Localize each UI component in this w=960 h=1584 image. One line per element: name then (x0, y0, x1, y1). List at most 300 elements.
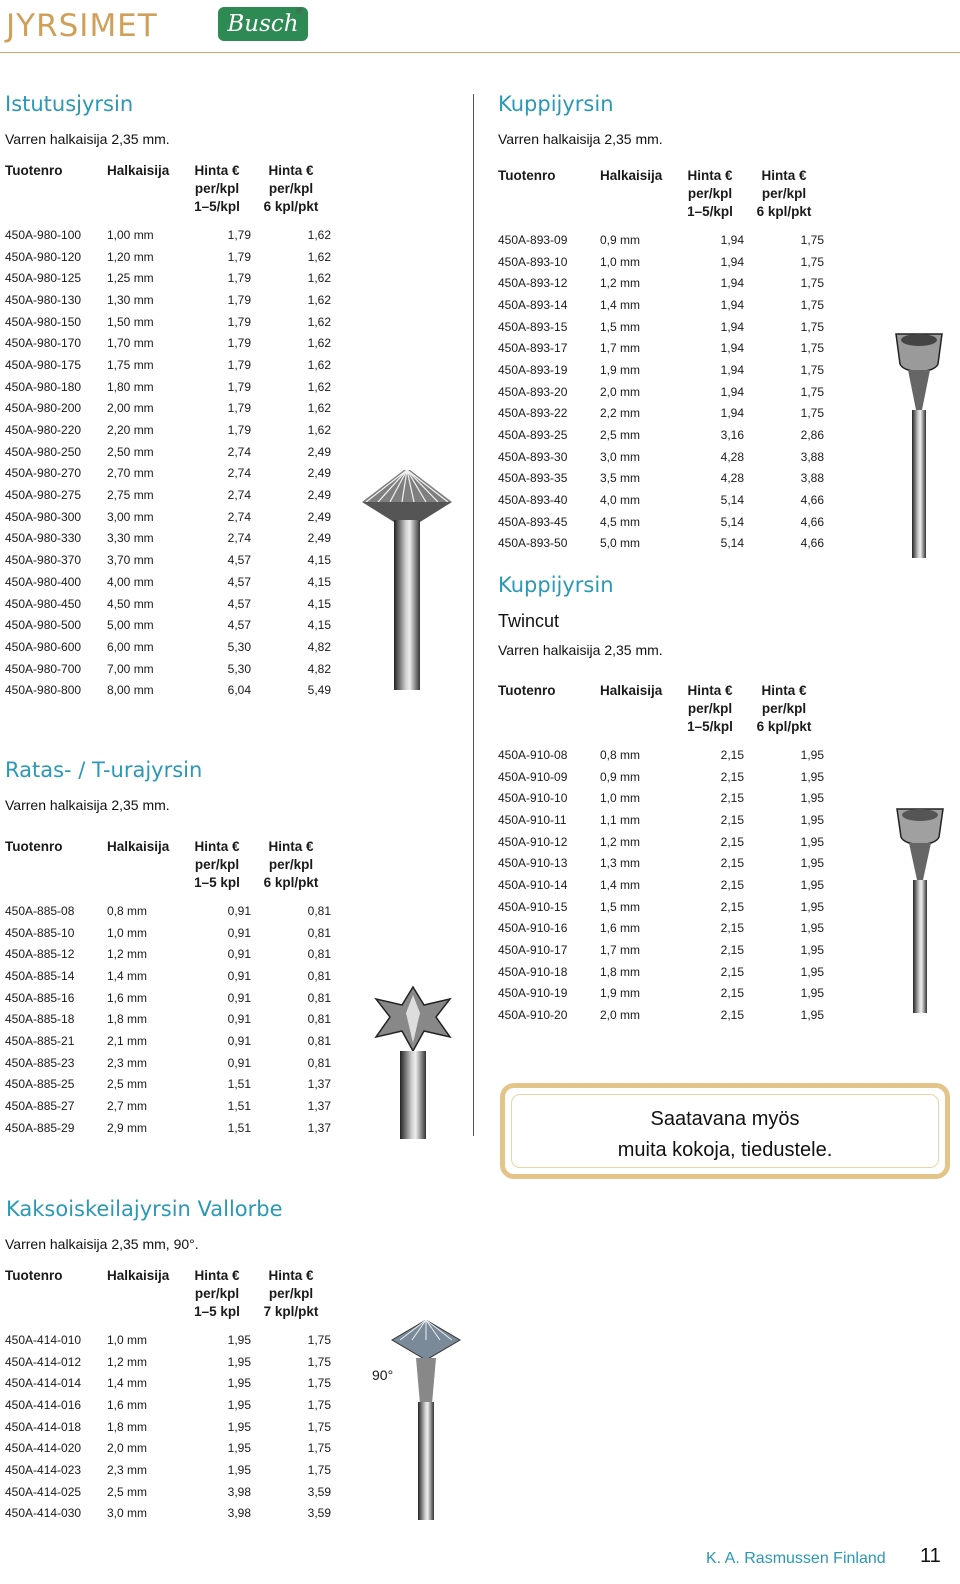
diameter-cell: 1,6 mm (600, 921, 641, 936)
product-code-cell: 450A-980-500 (5, 618, 82, 633)
table-row (498, 294, 824, 316)
table-header-row (498, 682, 824, 744)
price-1-5-cell: 1,95 (227, 1462, 251, 1477)
price-pack-cell: 1,75 (800, 384, 824, 399)
table-row (5, 658, 331, 680)
table-row (498, 446, 824, 468)
column-header: Halkaisija (600, 683, 663, 698)
diameter-cell: 1,30 mm (107, 292, 154, 307)
price-1-5-cell: 1,51 (227, 1120, 251, 1135)
product-code-cell: 450A-414-016 (5, 1397, 82, 1412)
price-1-5-cell: 0,91 (227, 990, 251, 1005)
diameter-cell: 2,7 mm (107, 1099, 148, 1114)
price-table (498, 682, 824, 1026)
price-pack-cell: 0,81 (307, 1055, 331, 1070)
price-1-5-cell: 1,79 (227, 314, 251, 329)
price-pack-cell: 1,62 (307, 401, 331, 416)
diameter-cell: 1,20 mm (107, 249, 154, 264)
table-row (5, 1437, 331, 1459)
diameter-cell: 3,70 mm (107, 553, 154, 568)
diameter-cell: 1,80 mm (107, 379, 154, 394)
price-pack-cell: 3,59 (307, 1506, 331, 1521)
diameter-cell: 1,00 mm (107, 227, 154, 242)
table-row (5, 1329, 331, 1351)
diameter-cell: 3,0 mm (600, 449, 641, 464)
double-cone-bur-image (390, 1320, 462, 1520)
price-1-5-cell: 1,94 (720, 362, 744, 377)
price-pack-cell: 1,95 (800, 791, 824, 806)
price-pack-cell: 4,82 (307, 639, 331, 654)
price-pack-cell: 1,95 (800, 877, 824, 892)
table-kuppijyrsin (498, 167, 824, 554)
product-code-cell: 450A-893-45 (498, 514, 568, 529)
table-row (498, 533, 824, 555)
price-1-5-cell: 1,79 (227, 401, 251, 416)
diameter-cell: 2,1 mm (107, 1033, 148, 1048)
price-pack-cell: 4,66 (800, 536, 824, 551)
price-pack-cell: 4,15 (307, 553, 331, 568)
section-title-twincut: Kuppijyrsin (498, 573, 614, 597)
cup-bur-image (894, 330, 944, 560)
table-row (5, 614, 331, 636)
product-code-cell: 450A-980-250 (5, 444, 82, 459)
table-row (498, 831, 824, 853)
price-1-5-cell: 1,79 (227, 336, 251, 351)
price-pack-cell: 0,81 (307, 1012, 331, 1027)
price-1-5-cell: 2,15 (720, 899, 744, 914)
price-1-5-cell: 1,51 (227, 1099, 251, 1114)
price-1-5-cell: 5,14 (720, 536, 744, 551)
price-1-5-cell: 2,74 (227, 444, 251, 459)
table-row (5, 1481, 331, 1503)
diameter-cell: 1,2 mm (600, 276, 641, 291)
table-row (5, 506, 331, 528)
section-title-kuppijyrsin: Kuppijyrsin (498, 92, 614, 116)
table-row (498, 359, 824, 381)
table-row (5, 376, 331, 398)
table-row (498, 918, 824, 940)
table-row (498, 468, 824, 490)
price-pack-cell: 1,37 (307, 1099, 331, 1114)
price-1-5-cell: 1,79 (227, 292, 251, 307)
inverted-cone-bur-image (360, 470, 454, 692)
price-1-5-cell: 1,94 (720, 406, 744, 421)
price-1-5-cell: 1,79 (227, 423, 251, 438)
price-pack-cell: 1,75 (800, 406, 824, 421)
product-code-cell: 450A-893-09 (498, 232, 568, 247)
section-title-kaksoiskeila: Kaksoiskeilajyrsin Vallorbe (6, 1197, 283, 1221)
diameter-cell: 1,0 mm (600, 254, 641, 269)
product-code-cell: 450A-980-450 (5, 596, 82, 611)
product-code-cell: 450A-885-23 (5, 1055, 75, 1070)
diameter-cell: 1,25 mm (107, 271, 154, 286)
section-title-istutusjyrsin: Istutusjyrsin (5, 92, 134, 116)
table-row (5, 463, 331, 485)
diameter-cell: 1,2 mm (600, 834, 641, 849)
shank-note: Varren halkaisija 2,35 mm, 90°. (5, 1236, 199, 1252)
callout-box (500, 1083, 950, 1179)
diameter-cell: 1,0 mm (107, 925, 148, 940)
column-header: Halkaisija (600, 168, 663, 183)
price-pack-cell: 1,75 (800, 362, 824, 377)
callout-line: Saatavana myös (650, 1108, 800, 1130)
product-code-cell: 450A-414-018 (5, 1419, 82, 1434)
product-code-cell: 450A-893-17 (498, 341, 568, 356)
footer-company: K. A. Rasmussen Finland (706, 1550, 886, 1567)
diameter-cell: 2,75 mm (107, 488, 154, 503)
table-row (5, 224, 331, 246)
price-pack-cell: 1,62 (307, 379, 331, 394)
product-code-cell: 450A-885-14 (5, 968, 75, 983)
price-pack-cell: 5,49 (307, 683, 331, 698)
table-row (5, 484, 331, 506)
table-row (498, 316, 824, 338)
diameter-cell: 1,8 mm (107, 1012, 148, 1027)
product-code-cell: 450A-893-10 (498, 254, 568, 269)
product-code-cell: 450A-910-08 (498, 747, 568, 762)
table-row (5, 571, 331, 593)
price-pack-cell: 1,75 (800, 341, 824, 356)
callout-line: muita kokoja, tiedustele. (617, 1139, 833, 1161)
table-row (5, 332, 331, 354)
price-pack-cell: 1,75 (800, 254, 824, 269)
page-number: 11 (920, 1545, 941, 1567)
price-pack-cell: 2,86 (800, 428, 824, 443)
price-1-5-cell: 2,15 (720, 921, 744, 936)
diameter-cell: 1,75 mm (107, 357, 154, 372)
table-row (5, 441, 331, 463)
price-pack-cell: 1,75 (800, 297, 824, 312)
price-pack-cell: 0,81 (307, 947, 331, 962)
column-header: Hinta € per/kpl 6 kpl/pkt (263, 839, 319, 890)
price-1-5-cell: 4,28 (720, 471, 744, 486)
price-pack-cell: 1,75 (307, 1462, 331, 1477)
price-pack-cell: 1,37 (307, 1077, 331, 1092)
diameter-cell: 7,00 mm (107, 661, 154, 676)
price-1-5-cell: 1,94 (720, 276, 744, 291)
price-pack-cell: 1,95 (800, 834, 824, 849)
price-pack-cell: 1,62 (307, 271, 331, 286)
diameter-cell: 2,20 mm (107, 423, 154, 438)
price-pack-cell: 1,62 (307, 249, 331, 264)
registered-mark: ® (296, 6, 303, 16)
product-code-cell: 450A-414-023 (5, 1462, 82, 1477)
product-code-cell: 450A-980-400 (5, 574, 82, 589)
price-1-5-cell: 4,57 (227, 574, 251, 589)
product-code-cell: 450A-910-10 (498, 791, 568, 806)
price-1-5-cell: 2,15 (720, 877, 744, 892)
diameter-cell: 1,1 mm (600, 812, 641, 827)
price-1-5-cell: 0,91 (227, 1055, 251, 1070)
price-1-5-cell: 1,79 (227, 271, 251, 286)
table-row (5, 311, 331, 333)
price-pack-cell: 1,62 (307, 292, 331, 307)
table-row (498, 896, 824, 918)
price-table (5, 162, 331, 701)
header-rule (0, 52, 960, 53)
price-1-5-cell: 5,30 (227, 661, 251, 676)
price-1-5-cell: 5,14 (720, 493, 744, 508)
product-code-cell: 450A-414-025 (5, 1484, 82, 1499)
column-header: Tuotenro (5, 163, 63, 178)
price-pack-cell: 2,49 (307, 488, 331, 503)
price-1-5-cell: 4,57 (227, 553, 251, 568)
price-pack-cell: 2,49 (307, 531, 331, 546)
price-1-5-cell: 0,91 (227, 1012, 251, 1027)
diameter-cell: 1,7 mm (600, 943, 641, 958)
diameter-cell: 2,3 mm (107, 1055, 148, 1070)
table-row (498, 809, 824, 831)
price-pack-cell: 3,88 (800, 449, 824, 464)
table-row (498, 424, 824, 446)
product-code-cell: 450A-893-19 (498, 362, 568, 377)
price-pack-cell: 4,66 (800, 493, 824, 508)
product-code-cell: 450A-893-22 (498, 406, 568, 421)
price-1-5-cell: 1,95 (227, 1376, 251, 1391)
diameter-cell: 4,50 mm (107, 596, 154, 611)
table-row (5, 246, 331, 268)
price-pack-cell: 1,95 (800, 747, 824, 762)
table-row (5, 987, 331, 1009)
price-1-5-cell: 1,79 (227, 249, 251, 264)
column-header: Tuotenro (498, 168, 556, 183)
price-1-5-cell: 1,95 (227, 1332, 251, 1347)
table-row (5, 1052, 331, 1074)
price-pack-cell: 0,81 (307, 925, 331, 940)
price-pack-cell: 1,75 (307, 1441, 331, 1456)
table-row (498, 1004, 824, 1026)
price-1-5-cell: 3,98 (227, 1506, 251, 1521)
product-code-cell: 450A-885-27 (5, 1099, 75, 1114)
price-1-5-cell: 2,15 (720, 1008, 744, 1023)
price-pack-cell: 1,75 (800, 232, 824, 247)
diameter-cell: 8,00 mm (107, 683, 154, 698)
product-code-cell: 450A-885-21 (5, 1033, 75, 1048)
price-pack-cell: 0,81 (307, 1033, 331, 1048)
price-pack-cell: 1,95 (800, 943, 824, 958)
price-1-5-cell: 4,57 (227, 618, 251, 633)
diameter-cell: 1,4 mm (600, 877, 641, 892)
table-row (5, 943, 331, 965)
table-row (498, 852, 824, 874)
shank-note: Varren halkaisija 2,35 mm. (498, 642, 663, 658)
price-1-5-cell: 3,16 (720, 428, 744, 443)
price-pack-cell: 1,95 (800, 964, 824, 979)
price-1-5-cell: 2,15 (720, 834, 744, 849)
twincut-cup-bur-image (895, 805, 945, 1015)
price-1-5-cell: 6,04 (227, 683, 251, 698)
diameter-cell: 2,5 mm (600, 428, 641, 443)
table-row (498, 874, 824, 896)
product-code-cell: 450A-885-25 (5, 1077, 75, 1092)
product-code-cell: 450A-910-18 (498, 964, 568, 979)
table-row (5, 528, 331, 550)
price-1-5-cell: 2,15 (720, 791, 744, 806)
product-code-cell: 450A-885-29 (5, 1120, 75, 1135)
product-code-cell: 450A-980-170 (5, 336, 82, 351)
diameter-cell: 0,9 mm (600, 232, 641, 247)
diameter-cell: 1,9 mm (600, 986, 641, 1001)
product-code-cell: 450A-980-200 (5, 401, 82, 416)
diameter-cell: 0,8 mm (600, 747, 641, 762)
table-header-row (5, 838, 331, 900)
diameter-cell: 2,3 mm (107, 1462, 148, 1477)
product-code-cell: 450A-980-330 (5, 531, 82, 546)
table-row (5, 1459, 331, 1481)
table-row (498, 939, 824, 961)
product-code-cell: 450A-885-18 (5, 1012, 75, 1027)
table-row (498, 403, 824, 425)
price-pack-cell: 1,62 (307, 314, 331, 329)
table-header-row (5, 162, 331, 224)
table-row (5, 549, 331, 571)
product-code-cell: 450A-980-275 (5, 488, 82, 503)
column-header: Hinta € per/kpl 1–5/kpl (194, 163, 240, 214)
price-1-5-cell: 0,91 (227, 947, 251, 962)
diameter-cell: 2,70 mm (107, 466, 154, 481)
table-row (5, 1117, 331, 1139)
product-code-cell: 450A-980-175 (5, 357, 82, 372)
table-twincut (498, 682, 824, 1026)
diameter-cell: 6,00 mm (107, 639, 154, 654)
price-table (5, 838, 331, 1139)
table-row (5, 900, 331, 922)
product-code-cell: 450A-885-10 (5, 925, 75, 940)
diameter-cell: 2,00 mm (107, 401, 154, 416)
table-row (5, 419, 331, 441)
diameter-cell: 0,9 mm (600, 769, 641, 784)
diameter-cell: 4,0 mm (600, 493, 641, 508)
shank-note: Varren halkaisija 2,35 mm. (498, 131, 663, 147)
diameter-cell: 1,2 mm (107, 947, 148, 962)
price-pack-cell: 1,95 (800, 856, 824, 871)
price-1-5-cell: 2,74 (227, 466, 251, 481)
diameter-cell: 2,5 mm (107, 1484, 148, 1499)
table-row (498, 787, 824, 809)
table-row (498, 337, 824, 359)
price-1-5-cell: 1,51 (227, 1077, 251, 1092)
shank-note: Varren halkaisija 2,35 mm. (5, 797, 170, 813)
diameter-cell: 1,4 mm (107, 968, 148, 983)
product-code-cell: 450A-414-010 (5, 1332, 82, 1347)
price-pack-cell: 2,49 (307, 466, 331, 481)
product-code-cell: 450A-980-600 (5, 639, 82, 654)
product-code-cell: 450A-893-15 (498, 319, 568, 334)
product-code-cell: 450A-414-012 (5, 1354, 82, 1369)
price-pack-cell: 1,75 (800, 276, 824, 291)
table-row (5, 354, 331, 376)
price-1-5-cell: 1,94 (720, 254, 744, 269)
product-code-cell: 450A-414-020 (5, 1441, 82, 1456)
product-code-cell: 450A-893-30 (498, 449, 568, 464)
product-code-cell: 450A-910-19 (498, 986, 568, 1001)
price-pack-cell: 1,62 (307, 227, 331, 242)
price-pack-cell: 1,95 (800, 1008, 824, 1023)
diameter-cell: 2,0 mm (600, 384, 641, 399)
price-1-5-cell: 2,74 (227, 488, 251, 503)
price-pack-cell: 1,95 (800, 921, 824, 936)
product-code-cell: 450A-980-370 (5, 553, 82, 568)
callout-text (505, 1104, 945, 1166)
shank-note: Varren halkaisija 2,35 mm. (5, 131, 170, 147)
price-1-5-cell: 1,94 (720, 297, 744, 312)
column-header: Hinta € per/kpl 1–5/kpl (687, 168, 733, 219)
diameter-cell: 1,70 mm (107, 336, 154, 351)
table-row (498, 381, 824, 403)
price-1-5-cell: 0,91 (227, 1033, 251, 1048)
price-table (5, 1267, 331, 1524)
product-code-cell: 450A-893-25 (498, 428, 568, 443)
table-row (5, 1095, 331, 1117)
price-pack-cell: 0,81 (307, 968, 331, 983)
price-1-5-cell: 4,57 (227, 596, 251, 611)
table-row (498, 766, 824, 788)
angle-label: 90° (372, 1367, 394, 1383)
price-pack-cell: 0,81 (307, 903, 331, 918)
price-1-5-cell: 1,79 (227, 357, 251, 372)
price-pack-cell: 1,62 (307, 336, 331, 351)
diameter-cell: 4,00 mm (107, 574, 154, 589)
diameter-cell: 1,2 mm (107, 1354, 148, 1369)
diameter-cell: 1,4 mm (107, 1376, 148, 1391)
product-code-cell: 450A-893-40 (498, 493, 568, 508)
product-code-cell: 450A-893-50 (498, 536, 568, 551)
price-1-5-cell: 5,14 (720, 514, 744, 529)
price-1-5-cell: 2,74 (227, 509, 251, 524)
price-pack-cell: 4,15 (307, 574, 331, 589)
price-1-5-cell: 1,94 (720, 341, 744, 356)
diameter-cell: 1,0 mm (107, 1332, 148, 1347)
price-pack-cell: 2,49 (307, 509, 331, 524)
table-row (5, 1074, 331, 1096)
product-code-cell: 450A-980-220 (5, 423, 82, 438)
column-header: Hinta € per/kpl 6 kpl/pkt (756, 683, 812, 734)
product-code-cell: 450A-893-12 (498, 276, 568, 291)
price-1-5-cell: 3,98 (227, 1484, 251, 1499)
section-subtitle: Twincut (498, 611, 560, 631)
price-1-5-cell: 0,91 (227, 925, 251, 940)
diameter-cell: 5,0 mm (600, 536, 641, 551)
price-pack-cell: 1,75 (800, 319, 824, 334)
product-code-cell: 450A-980-130 (5, 292, 82, 307)
price-1-5-cell: 2,15 (720, 986, 744, 1001)
price-pack-cell: 4,66 (800, 514, 824, 529)
price-pack-cell: 3,88 (800, 471, 824, 486)
price-pack-cell: 3,59 (307, 1484, 331, 1499)
diameter-cell: 4,5 mm (600, 514, 641, 529)
product-code-cell: 450A-910-16 (498, 921, 568, 936)
table-row (498, 511, 824, 533)
product-code-cell: 450A-980-270 (5, 466, 82, 481)
product-code-cell: 450A-885-16 (5, 990, 75, 1005)
table-row (498, 229, 824, 251)
product-code-cell: 450A-980-800 (5, 683, 82, 698)
price-1-5-cell: 2,74 (227, 531, 251, 546)
table-row (5, 922, 331, 944)
diameter-cell: 1,9 mm (600, 362, 641, 377)
table-row (498, 744, 824, 766)
price-pack-cell: 2,49 (307, 444, 331, 459)
diameter-cell: 1,5 mm (600, 899, 641, 914)
price-1-5-cell: 5,30 (227, 639, 251, 654)
diameter-cell: 2,5 mm (107, 1077, 148, 1092)
product-code-cell: 450A-893-20 (498, 384, 568, 399)
table-header-row (498, 167, 824, 229)
column-header: Halkaisija (107, 163, 170, 178)
column-header: Tuotenro (498, 683, 556, 698)
price-pack-cell: 1,75 (307, 1376, 331, 1391)
product-code-cell: 450A-910-15 (498, 899, 568, 914)
